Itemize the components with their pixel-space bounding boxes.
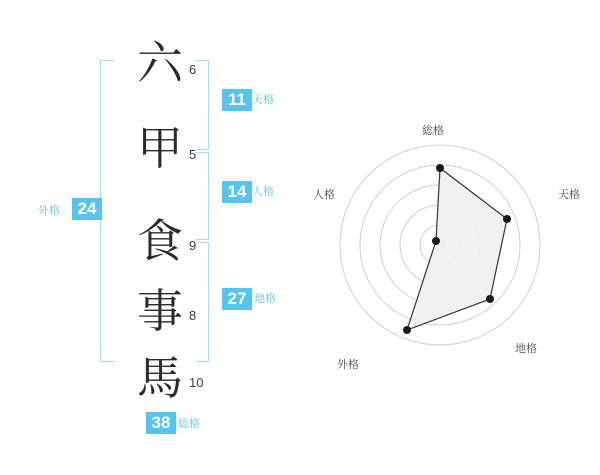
soto-kaku-score: 24 (72, 198, 102, 220)
radar-chart-panel (310, 0, 600, 470)
stroke-count-5: 10 (189, 375, 204, 390)
kanji-char-1: 六 (137, 36, 183, 90)
stroke-count-1: 6 (189, 62, 197, 77)
stroke-count-2: 5 (189, 147, 197, 162)
chi-kaku-score: 27 (222, 288, 252, 310)
stroke-count-3: 9 (189, 238, 197, 253)
ten-kaku-label: 天格 (252, 94, 274, 106)
radar-label-jin-kaku: 人格 (313, 189, 335, 201)
soto-kaku-label: 外格 (38, 205, 60, 217)
sou-kaku-label: 総格 (178, 418, 200, 430)
soto-kaku-bracket (100, 60, 115, 362)
radar-label-soto-kaku: 外格 (337, 359, 359, 371)
jin-kaku-label: 人格 (252, 186, 274, 198)
ten-kaku-bracket (196, 60, 209, 150)
radar-label-chi-kaku: 地格 (515, 343, 537, 355)
kanji-char-2: 甲 (137, 121, 183, 175)
chi-kaku-bracket (196, 242, 209, 362)
jin-kaku-score: 14 (222, 181, 252, 203)
stroke-count-4: 8 (189, 308, 197, 323)
chi-kaku-label: 地格 (254, 293, 276, 305)
radar-chart-svg (310, 0, 600, 470)
kanji-char-5: 馬 (137, 351, 183, 405)
kanji-char-3: 食 (137, 214, 183, 268)
radar-label-ten-kaku: 天格 (558, 189, 580, 201)
radar-label-sou-kaku: 総格 (422, 125, 444, 137)
kanji-char-4: 事 (137, 284, 183, 338)
jin-kaku-bracket (196, 152, 209, 240)
sou-kaku-score: 38 (146, 412, 176, 434)
ten-kaku-score: 11 (222, 89, 252, 111)
